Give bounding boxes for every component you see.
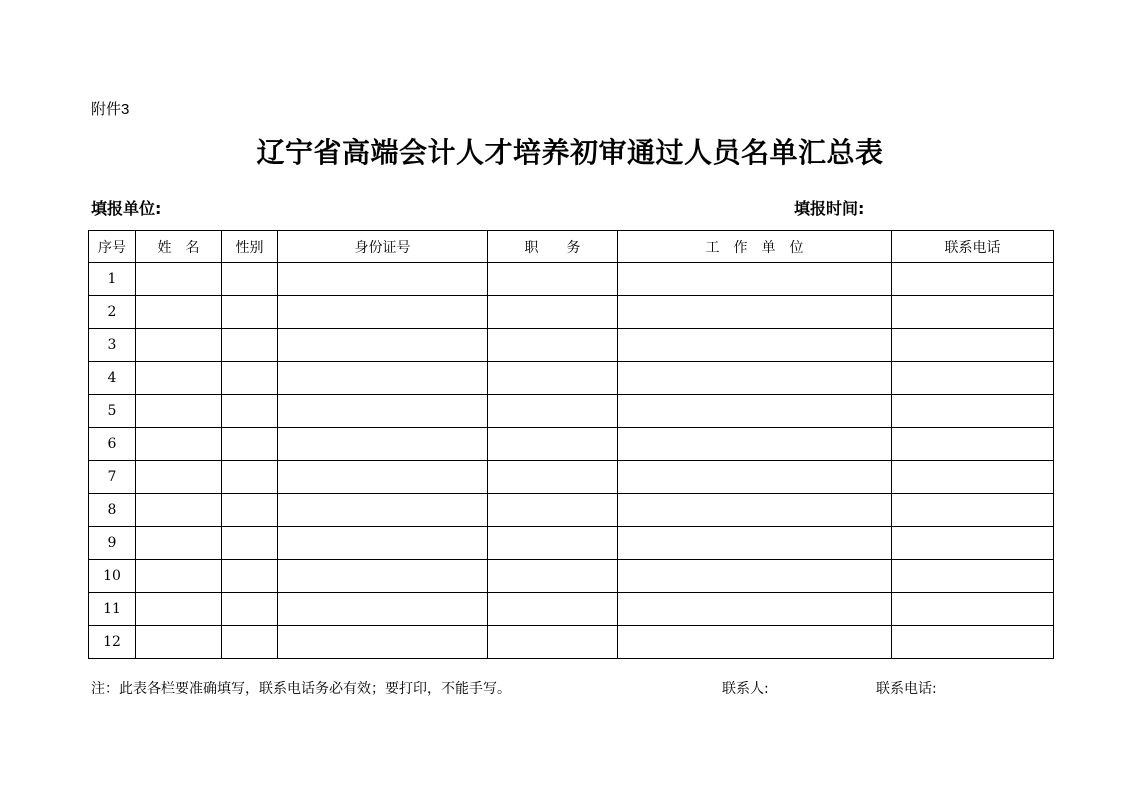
work-unit-cell[interactable] xyxy=(618,494,892,527)
position-cell[interactable] xyxy=(488,329,618,362)
name-cell[interactable] xyxy=(136,593,222,626)
work-unit-cell[interactable] xyxy=(618,362,892,395)
serial-cell: 5 xyxy=(89,395,136,428)
id-number-cell[interactable] xyxy=(278,296,488,329)
phone-cell[interactable] xyxy=(892,494,1054,527)
serial-cell: 3 xyxy=(89,329,136,362)
id-number-cell[interactable] xyxy=(278,494,488,527)
table-row xyxy=(89,593,1054,626)
table-row xyxy=(89,395,1054,428)
header-work-unit: 工 作 单 位 xyxy=(618,231,892,263)
serial-cell: 4 xyxy=(89,362,136,395)
id-number-cell[interactable] xyxy=(278,626,488,659)
serial-cell: 12 xyxy=(89,626,136,659)
position-cell[interactable] xyxy=(488,362,618,395)
work-unit-cell[interactable] xyxy=(618,626,892,659)
id-number-cell[interactable] xyxy=(278,560,488,593)
position-cell[interactable] xyxy=(488,263,618,296)
contact-phone-label: 联系电话: xyxy=(876,681,937,697)
serial-cell: 1 xyxy=(89,263,136,296)
table-row xyxy=(89,428,1054,461)
phone-cell[interactable] xyxy=(892,362,1054,395)
table-row xyxy=(89,560,1054,593)
work-unit-cell[interactable] xyxy=(618,428,892,461)
id-number-cell[interactable] xyxy=(278,263,488,296)
name-cell[interactable] xyxy=(136,626,222,659)
header-phone: 联系电话 xyxy=(892,231,1054,263)
table-body xyxy=(89,263,1054,659)
work-unit-cell[interactable] xyxy=(618,296,892,329)
table-row xyxy=(89,263,1054,296)
id-number-cell[interactable] xyxy=(278,527,488,560)
work-unit-cell[interactable] xyxy=(618,593,892,626)
serial-cell: 6 xyxy=(89,428,136,461)
id-number-cell[interactable] xyxy=(278,461,488,494)
gender-cell[interactable] xyxy=(222,494,278,527)
position-cell[interactable] xyxy=(488,626,618,659)
gender-cell[interactable] xyxy=(222,395,278,428)
serial-cell: 8 xyxy=(89,494,136,527)
phone-cell[interactable] xyxy=(892,626,1054,659)
position-cell[interactable] xyxy=(488,428,618,461)
gender-cell[interactable] xyxy=(222,527,278,560)
attachment-label: 附件3 xyxy=(91,101,130,118)
id-number-cell[interactable] xyxy=(278,362,488,395)
roster-table xyxy=(88,230,1054,659)
fill-time-label: 填报时间: xyxy=(794,199,865,218)
serial-cell: 2 xyxy=(89,296,136,329)
table-row xyxy=(89,626,1054,659)
name-cell[interactable] xyxy=(136,494,222,527)
phone-cell[interactable] xyxy=(892,593,1054,626)
gender-cell[interactable] xyxy=(222,560,278,593)
fill-unit-label: 填报单位: xyxy=(91,199,162,218)
phone-cell[interactable] xyxy=(892,296,1054,329)
id-number-cell[interactable] xyxy=(278,593,488,626)
gender-cell[interactable] xyxy=(222,296,278,329)
position-cell[interactable] xyxy=(488,560,618,593)
position-cell[interactable] xyxy=(488,296,618,329)
phone-cell[interactable] xyxy=(892,560,1054,593)
table-row xyxy=(89,527,1054,560)
name-cell[interactable] xyxy=(136,296,222,329)
page-title: 辽宁省高端会计人才培养初审通过人员名单汇总表 xyxy=(256,136,884,169)
position-cell[interactable] xyxy=(488,593,618,626)
name-cell[interactable] xyxy=(136,428,222,461)
name-cell[interactable] xyxy=(136,263,222,296)
position-cell[interactable] xyxy=(488,527,618,560)
name-cell[interactable] xyxy=(136,560,222,593)
work-unit-cell[interactable] xyxy=(618,263,892,296)
phone-cell[interactable] xyxy=(892,461,1054,494)
serial-cell: 7 xyxy=(89,461,136,494)
phone-cell[interactable] xyxy=(892,395,1054,428)
phone-cell[interactable] xyxy=(892,428,1054,461)
work-unit-cell[interactable] xyxy=(618,395,892,428)
position-cell[interactable] xyxy=(488,395,618,428)
gender-cell[interactable] xyxy=(222,626,278,659)
gender-cell[interactable] xyxy=(222,428,278,461)
header-id-number: 身份证号 xyxy=(278,231,488,263)
header-name: 姓 名 xyxy=(136,231,222,263)
gender-cell[interactable] xyxy=(222,362,278,395)
serial-cell: 11 xyxy=(89,593,136,626)
header-gender: 性别 xyxy=(222,231,278,263)
header-position: 职 务 xyxy=(488,231,618,263)
id-number-cell[interactable] xyxy=(278,395,488,428)
name-cell[interactable] xyxy=(136,329,222,362)
contact-person-label: 联系人: xyxy=(722,681,769,697)
table-header-row xyxy=(89,231,1054,263)
id-number-cell[interactable] xyxy=(278,329,488,362)
id-number-cell[interactable] xyxy=(278,428,488,461)
name-cell[interactable] xyxy=(136,461,222,494)
name-cell[interactable] xyxy=(136,362,222,395)
position-cell[interactable] xyxy=(488,461,618,494)
header-serial: 序号 xyxy=(89,231,136,263)
phone-cell[interactable] xyxy=(892,263,1054,296)
name-cell[interactable] xyxy=(136,395,222,428)
work-unit-cell[interactable] xyxy=(618,527,892,560)
work-unit-cell[interactable] xyxy=(618,461,892,494)
work-unit-cell[interactable] xyxy=(618,560,892,593)
table-row xyxy=(89,461,1054,494)
name-cell[interactable] xyxy=(136,527,222,560)
gender-cell[interactable] xyxy=(222,263,278,296)
serial-cell: 10 xyxy=(89,560,136,593)
phone-cell[interactable] xyxy=(892,527,1054,560)
table-row xyxy=(89,296,1054,329)
serial-cell: 9 xyxy=(89,527,136,560)
footer-note: 注：此表各栏要准确填写，联系电话务必有效；要打印，不能手写。 xyxy=(91,681,511,697)
gender-cell[interactable] xyxy=(222,593,278,626)
table-row xyxy=(89,362,1054,395)
gender-cell[interactable] xyxy=(222,329,278,362)
phone-cell[interactable] xyxy=(892,329,1054,362)
table-row xyxy=(89,329,1054,362)
gender-cell[interactable] xyxy=(222,461,278,494)
table-row xyxy=(89,494,1054,527)
position-cell[interactable] xyxy=(488,494,618,527)
work-unit-cell[interactable] xyxy=(618,329,892,362)
